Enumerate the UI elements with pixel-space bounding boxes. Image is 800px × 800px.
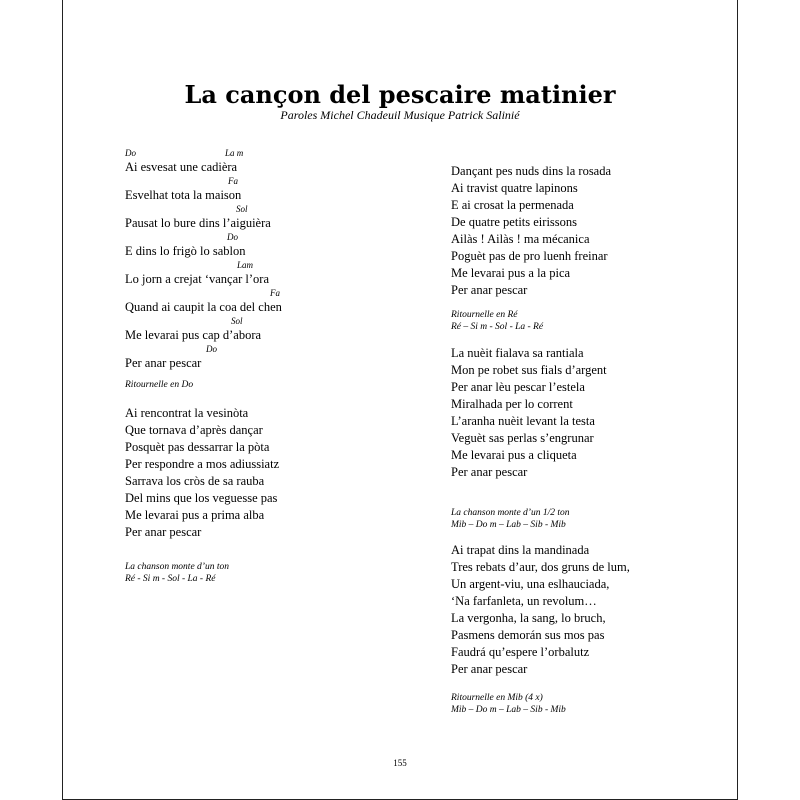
lyric-line: Me levarai pus cap d’abora <box>125 328 262 342</box>
song-credits: Paroles Michel Chadeuil Musique Patrick Salinié <box>280 108 520 122</box>
lyric-line: Per anar pescar <box>451 662 528 676</box>
verse-4 <box>451 345 731 481</box>
lyric-line: Quand ai caupit la coa del chen <box>125 300 282 314</box>
lyric-line: Per anar pescar <box>125 525 202 539</box>
lyric-line: Me levarai pus a prima alba <box>125 508 265 522</box>
chord-line <box>125 204 425 215</box>
note-title: La chanson monte d’un ton <box>125 562 229 572</box>
lyric-line: Del mins que los veguesse pas <box>125 491 278 505</box>
lyric-line: Un argent-viu, una eslhauciada, <box>451 577 610 591</box>
chord-line <box>125 232 425 243</box>
lyric-line: E ai crosat la permenada <box>451 198 574 212</box>
note-title: Ritournelle en Ré <box>451 310 518 320</box>
lyric-line: Tres rebats d’aur, dos gruns de lum, <box>451 560 630 574</box>
verse-5 <box>451 542 731 678</box>
chord-line <box>125 316 425 327</box>
note-chords: Ré – Si m - Sol - La - Ré <box>451 322 544 332</box>
lyric-line: L’aranha nuèit levant la testa <box>451 414 595 428</box>
key-change-note-2 <box>451 507 731 531</box>
lyric-line: Dançant pes nuds dins la rosada <box>451 164 612 178</box>
lyric-line: ‘Na farfanleta, un revolum… <box>451 594 597 608</box>
lyric-line: Per anar pescar <box>451 283 528 297</box>
song-title: La cançon del pescaire matinier <box>184 80 616 109</box>
chord: Do <box>227 232 238 242</box>
left-column <box>125 148 425 585</box>
chord-line <box>125 148 425 159</box>
lyric-line: Mon pe robet sus fials d’argent <box>451 363 607 377</box>
lyric-line: Ai esvesat une cadièra <box>125 160 238 174</box>
chord: Fa <box>270 288 280 298</box>
lyric-line: Per anar pescar <box>451 465 528 479</box>
lyric-line: Veguèt sas perlas s’engrunar <box>451 431 594 445</box>
right-column <box>451 163 731 716</box>
lyric-line: Ailàs ! Ailàs ! ma mécanica <box>451 232 590 246</box>
lyric-line: Pasmens demorán sus mos pas <box>451 628 605 642</box>
chord: Lam <box>237 260 254 270</box>
lyric-line: Que tornava d’après dançar <box>125 423 263 437</box>
note-chords: Mib – Do m – Lab – Sib - Mib <box>451 705 566 715</box>
lyric-line: Me levarai pus a cliqueta <box>451 448 577 462</box>
lyric-line: Sarrava los cròs de sa rauba <box>125 474 265 488</box>
lyric-line: Poguèt pas de pro luenh freinar <box>451 249 608 263</box>
lyric-line: Faudrá qu’espere l’orbalutz <box>451 645 590 659</box>
lyric-line: Per respondre a mos adiussiatz <box>125 457 280 471</box>
chord: Do <box>125 148 136 158</box>
ritournelle-mib <box>451 692 731 716</box>
chord: Sol <box>236 204 248 214</box>
lyric-line: E dins lo frigò lo sablon <box>125 244 246 258</box>
ritournelle-re <box>451 309 731 333</box>
lyric-line: Ai trapat dins la mandinada <box>451 543 590 557</box>
lyric-line: Miralhada per lo corrent <box>451 397 573 411</box>
lyric-line: Pausat lo bure dins l’aiguièra <box>125 216 271 230</box>
key-change-note <box>125 561 425 585</box>
note-title: La chanson monte d’un 1/2 ton <box>451 508 570 518</box>
lyric-line: De quatre petits eirissons <box>451 215 578 229</box>
note-chords: Ré - Si m - Sol - La - Ré <box>125 574 216 584</box>
lyric-line: Posquèt pas dessarrar la pòta <box>125 440 270 454</box>
note-chords: Mib – Do m – Lab – Sib - Mib <box>451 520 566 530</box>
verse-3 <box>451 163 731 299</box>
lyric-line: Esvelhat tota la maison <box>125 188 242 202</box>
lyric-line: Per anar lèu pescar l’estela <box>451 380 585 394</box>
chord: Fa <box>228 176 238 186</box>
lyric-line: La vergonha, la sang, lo bruch, <box>451 611 606 625</box>
chord: La m <box>225 148 244 158</box>
lyric-line: La nuèit fialava sa rantiala <box>451 346 584 360</box>
chord-line <box>125 288 425 299</box>
lyric-line: Lo jorn a crejat ‘vançar l’ora <box>125 272 270 286</box>
verse-2 <box>125 405 425 541</box>
chord-line <box>125 344 425 355</box>
note-title: Ritournelle en Mib (4 x) <box>451 693 543 703</box>
page-number: 155 <box>393 758 407 768</box>
lyric-line: Ai travist quatre lapinons <box>451 181 578 195</box>
lyric-line: Ai rencontrat la vesinòta <box>125 406 249 420</box>
chord: Do <box>206 344 217 354</box>
lyric-line: Me levarai pus a la pica <box>451 266 571 280</box>
chord-line <box>125 260 425 271</box>
chord: Sol <box>231 316 243 326</box>
chord-line <box>125 176 425 187</box>
lyric-line: Per anar pescar <box>125 356 202 370</box>
ritournelle-label: Ritournelle en Do <box>125 380 194 390</box>
